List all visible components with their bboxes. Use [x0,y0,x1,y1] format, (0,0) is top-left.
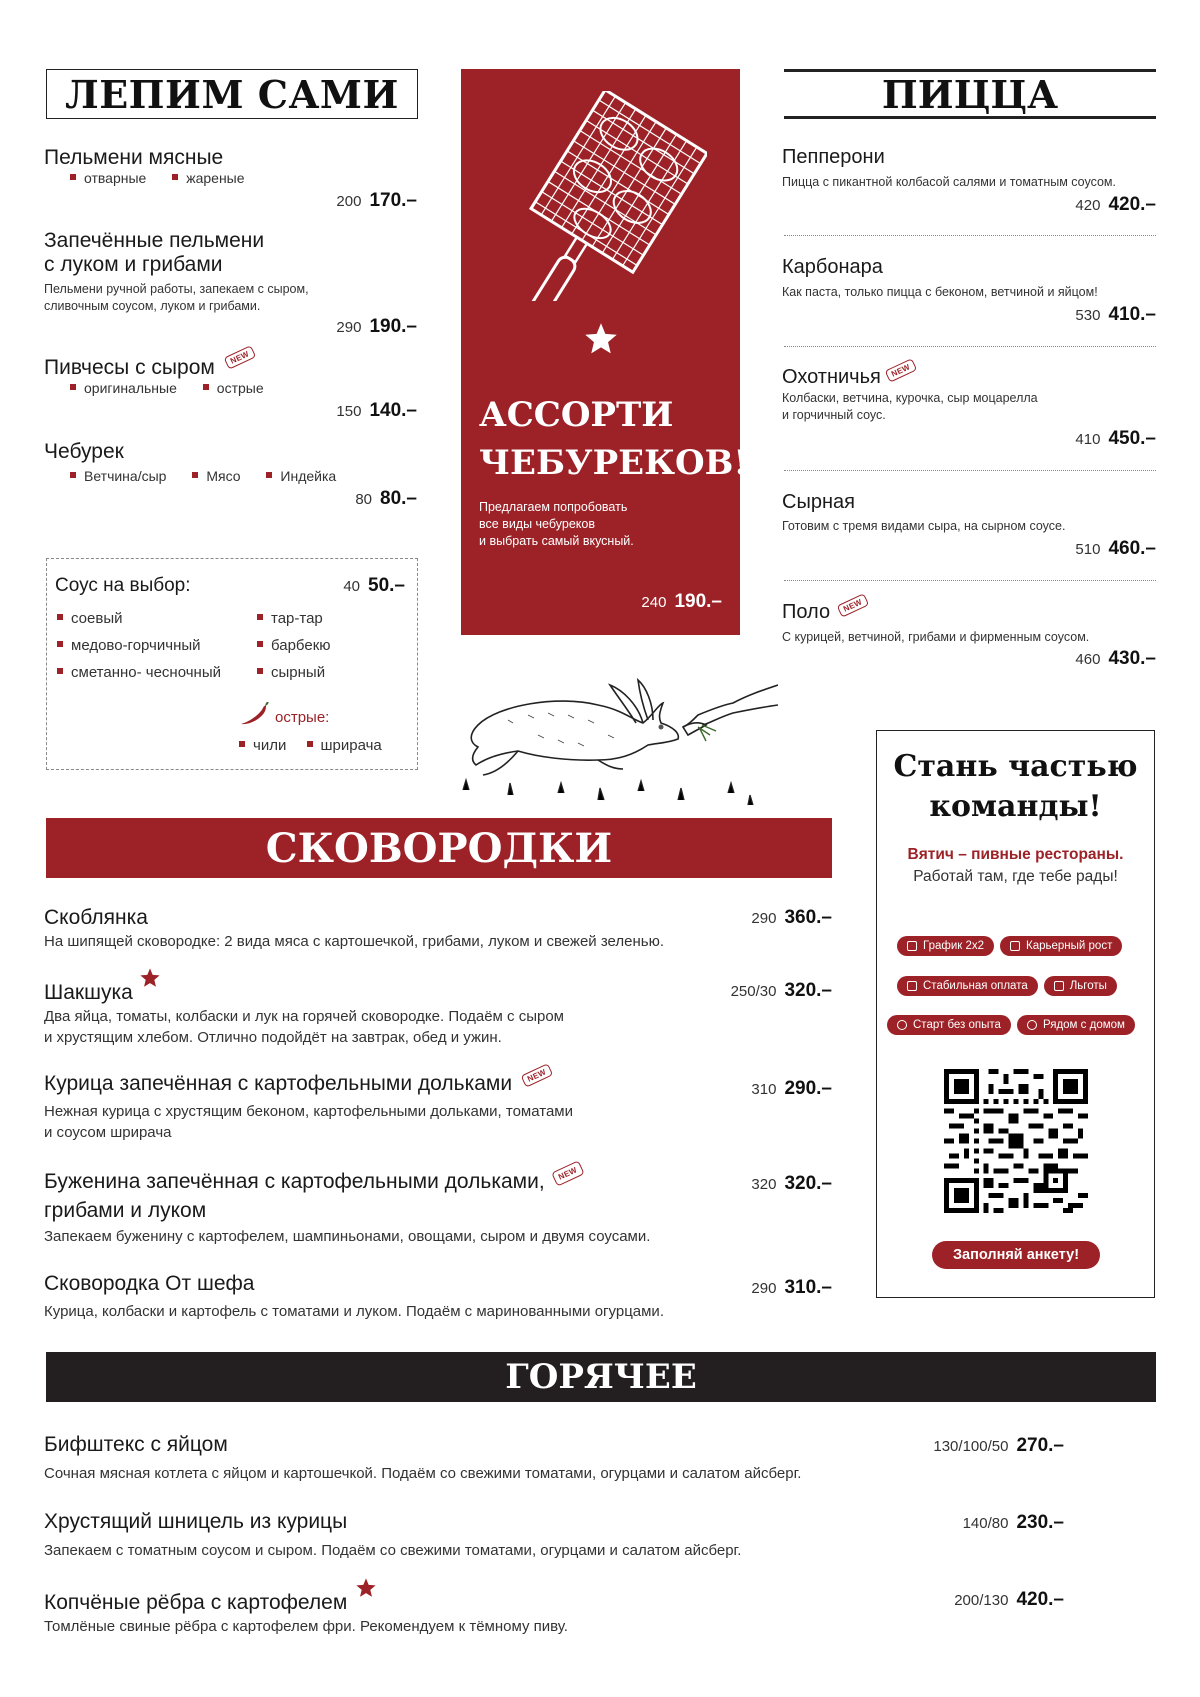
gift-icon [1054,981,1064,991]
goryachee-header [46,1352,1156,1402]
promo-desc-line: и выбрать самый вкусный. [479,534,634,548]
chip-label: Рядом с домом [1042,1019,1125,1031]
divider [784,235,1156,236]
skov-buzhenina-name [44,1167,580,1226]
chip-no-experience [887,1015,1011,1035]
pizza-okhotnichya-desc [782,390,1038,424]
rabbit-illustration [448,665,778,815]
pizza-polo-name [782,597,865,624]
pizza-title: ПИЦЦА [881,71,1059,117]
promo-panel [461,69,749,635]
skovorodki-header [46,818,832,878]
weight: 290 [336,319,362,336]
sauce-option: тар-тар [271,610,323,627]
chip-label: Карьерный рост [1026,940,1113,952]
item-pelmeni-options [70,170,267,186]
skov-chicken-price [751,1078,832,1100]
name: Охотничья [782,366,881,388]
chip-label: Старт без опыта [913,1019,1001,1031]
weight: 140/80 [962,1515,1009,1532]
pizza-header [784,69,1156,119]
goryachee-title: ГОРЯЧЕЕ [505,1357,697,1397]
lepim-header [46,69,418,119]
weight: 510 [1075,541,1101,558]
skov-shakshuka-price [731,980,832,1002]
new-badge: NEW [521,1063,553,1087]
job-chips-row-1 [897,936,1122,956]
item-baked-pelmeni-desc [44,281,309,315]
hot-shnitsel-name: Хрустящий шницель из курицы [44,1510,348,1533]
hot-ribs-price [954,1589,1064,1611]
weight: 40 [343,578,361,595]
name-line: Запечённые пельмени [44,229,265,252]
job-subtitle-1: Вятич – пивные рестораны. [907,846,1124,863]
weight: 250/30 [730,983,777,1000]
item-baked-pelmeni-price [336,316,417,338]
option: отварные [84,170,147,186]
weight: 240 [641,594,667,611]
item-pivchesy-name [44,349,251,380]
skov-skoblyanka-price [751,907,832,929]
promo-desc-line: Предлагаем попробовать [479,500,628,514]
hot-shnitsel-desc: Запекаем с томатным соусом и сыром. Подаём со свежими томатами, огурцами и салатом айсберг. [44,1542,742,1559]
skov-chicken-name [44,1067,548,1096]
pizza-pepperoni-price [1075,194,1156,216]
weight: 320 [751,1176,777,1193]
desc-line: Нежная курица с хрустящим беконом, картофельными дольками, томатами [44,1103,573,1120]
chip-pay [897,976,1038,996]
hot-bifshteks-name: Бифштекс с яйцом [44,1433,228,1456]
name: Копчёные рёбра с картофелем [44,1591,348,1614]
pizza-pepperoni-desc: Пицца с пикантной колбасой салями и томатным соусом. [782,175,1116,189]
pizza-pepperoni-name: Пепперони [782,146,885,168]
price: 430.– [1108,648,1156,669]
weight: 130/100/50 [933,1438,1009,1455]
weight: 200/130 [954,1592,1009,1609]
price: 360.– [784,907,832,928]
skov-skoblyanka-desc: На шипящей сковородке: 2 вида мяса с картошечкой, грибами, луком и свежей зеленью. [44,933,665,950]
hot-bifshteks-price [933,1435,1064,1457]
spicy-option: шрирача [320,737,382,754]
skov-chicken-desc [44,1101,573,1143]
grill-basket-icon [489,91,707,301]
skov-shakshuka-desc [44,1006,564,1048]
skov-buzhenina-price [751,1173,832,1195]
chip-career [1000,936,1122,956]
skov-chef-desc: Курица, колбаски и картофель с томатами и луком. Подаём с маринованными огурцами. [44,1303,664,1320]
price: 450.– [1108,428,1156,449]
weight: 80 [355,491,373,508]
price: 320.– [784,980,832,1001]
promo-title [479,391,748,487]
weight: 290 [751,910,777,927]
calendar-icon [907,941,917,951]
item-cheburek-options [70,468,358,484]
job-title-line: Стань частью [893,749,1138,784]
option: Мясо [206,468,241,484]
sauce-option: барбекю [271,637,331,654]
weight: 410 [1075,431,1101,448]
pizza-polo-price [1075,648,1156,670]
sauce-option: сырный [271,664,326,681]
sauce-col2 [257,605,331,686]
lepim-title: ЛЕПИМ САМИ [65,71,399,117]
sauce-price [343,575,405,597]
job-cta-button[interactable]: Заполняй анкету! [932,1241,1100,1269]
weight: 530 [1075,307,1101,324]
job-subtitle-2: Работай там, где тебе рады! [913,868,1118,885]
sauce-title: Соус на выбор: [55,575,191,596]
skov-chef-price [751,1277,832,1299]
option: острые [216,380,264,396]
item-pivchesy-price [336,400,417,422]
price: 230.– [1016,1512,1064,1533]
new-badge: NEW [551,1160,584,1186]
chip-label: Стабильная оплата [923,980,1028,992]
skov-skoblyanka-name: Скоблянка [44,906,148,929]
item-baked-pelmeni-name [44,229,264,277]
spicy-option: чили [253,737,287,754]
item-pelmeni-price [336,190,417,212]
sauce-col1 [57,605,221,686]
price: 320.– [784,1173,832,1194]
weight: 200 [336,193,362,210]
desc-line: Пельмени ручной работы, запекаем с сыром, [44,282,309,296]
name-line: Буженина запечённая с картофельными дольками, [44,1170,545,1193]
pizza-okhotnichya-price [1075,428,1156,450]
pizza-okhotnichya-name [782,362,916,389]
name-line: с луком и грибами [44,253,223,277]
promo-desc-line: все виды чебуреков [479,517,595,531]
item-pelmeni-name: Пельмени мясные [44,146,224,169]
new-badge: NEW [836,593,868,617]
option: жареные [186,170,245,186]
promo-desc [479,499,634,550]
divider [784,470,1156,471]
weight: 150 [336,403,362,420]
hot-ribs-desc: Томлёные свиные рёбра с картофелем фри. Рекомендуем к тёмному пиву. [44,1618,568,1635]
price: 170.– [369,190,417,211]
sauce-box [46,558,418,770]
desc-line: Два яйца, томаты, колбаски и лук на горячей сковородке. Подаём с сыром [44,1008,564,1025]
desc-line: Колбаски, ветчина, курочка, сыр моцарелла [782,391,1038,405]
chip-label: График 2х2 [923,940,985,952]
option: Ветчина/сыр [84,468,167,484]
spicy-label: острые: [275,709,330,726]
chart-icon [1010,941,1020,951]
chip-benefits [1044,976,1117,996]
price: 80.– [380,488,417,509]
name: Курица запечённая с картофельными дольками [44,1072,513,1095]
weight: 420 [1075,197,1101,214]
name-line: грибами и луком [44,1199,207,1223]
desc-line: и горчичный соус. [782,407,886,422]
item-pivchesy-options [70,380,286,396]
name: Шакшука [44,981,133,1004]
desc-line: и соусом шрирача [44,1124,172,1141]
sauce-option: сметанно- чесночный [71,664,221,681]
chip-label: Льготы [1069,980,1107,992]
price: 410.– [1108,304,1156,325]
skov-chef-name: Сковородка От шефа [44,1272,255,1295]
new-badge: NEW [885,358,917,382]
star-icon [139,967,161,989]
pizza-syrnaya-price [1075,538,1156,560]
hot-ribs-name [44,1587,375,1615]
star-icon [355,1577,377,1599]
name: Пивчесы с сыром [44,356,215,379]
promo-price [641,591,722,613]
new-badge: NEW [223,345,255,369]
skovorodki-title: СКОВОРОДКИ [265,824,613,872]
star-icon [583,321,619,357]
option: оригинальные [84,380,177,396]
price: 310.– [784,1277,832,1298]
price: 420.– [1108,194,1156,215]
weight: 310 [751,1081,777,1098]
hot-bifshteks-desc: Сочная мясная котлета с яйцом и картошечкой. Подаём со свежими томатами, огурцами и салатом айсберг. [44,1465,802,1482]
weight: 290 [751,1280,777,1297]
pizza-carbonara-price [1075,304,1156,326]
hot-shnitsel-price [963,1512,1064,1534]
job-chips-row-2 [897,976,1117,996]
pizza-carbonara-name: Карбонара [782,256,883,278]
job-title [877,747,1154,827]
price: 190.– [674,591,722,612]
price: 420.– [1016,1589,1064,1610]
skov-buzhenina-desc: Запекаем буженину с картофелем, шампиньонами, овощами, сыром и двумя соусами. [44,1228,651,1245]
pizza-polo-desc: С курицей, ветчиной, грибами и фирменным соусом. [782,630,1090,644]
item-cheburek-price [355,488,417,510]
chip-schedule [897,936,994,956]
divider [784,346,1156,347]
weight: 460 [1075,651,1101,668]
price: 190.– [369,316,417,337]
pizza-syrnaya-desc: Готовим с тремя видами сыра, на сырном соусе. [782,519,1066,533]
name: Поло [782,601,831,623]
divider [784,580,1156,581]
sun-icon [897,1020,907,1030]
skov-shakshuka-name [44,977,161,1005]
location-icon [1027,1020,1037,1030]
desc-line: сливочным соусом, луком и грибами. [44,298,261,313]
price: 290.– [784,1078,832,1099]
wallet-icon [907,981,917,991]
job-title-line: команды! [929,789,1102,824]
job-chips-row-3 [887,1015,1135,1035]
chili-icon [239,702,269,728]
price: 270.– [1016,1435,1064,1456]
sauce-option: медово-горчичный [71,637,201,654]
spicy-options [239,737,404,754]
job-card [876,730,1155,1298]
promo-title-line: АССОРТИ [479,395,674,435]
qr-code[interactable] [944,1069,1088,1213]
price: 140.– [369,400,417,421]
item-cheburek-name: Чебурек [44,440,124,463]
pizza-carbonara-desc: Как паста, только пицца с беконом, ветчиной и яйцом! [782,285,1098,299]
sauce-option: соевый [71,610,123,627]
price: 460.– [1108,538,1156,559]
promo-title-line: ЧЕБУРЕКОВ! [479,443,749,483]
price: 50.– [368,575,405,596]
desc-line: и хрустящим хлебом. Отлично подойдёт на завтрак, обед и ужин. [44,1029,502,1046]
option: Индейка [280,468,337,484]
pizza-syrnaya-name: Сырная [782,491,855,513]
chip-near-home [1017,1015,1135,1035]
